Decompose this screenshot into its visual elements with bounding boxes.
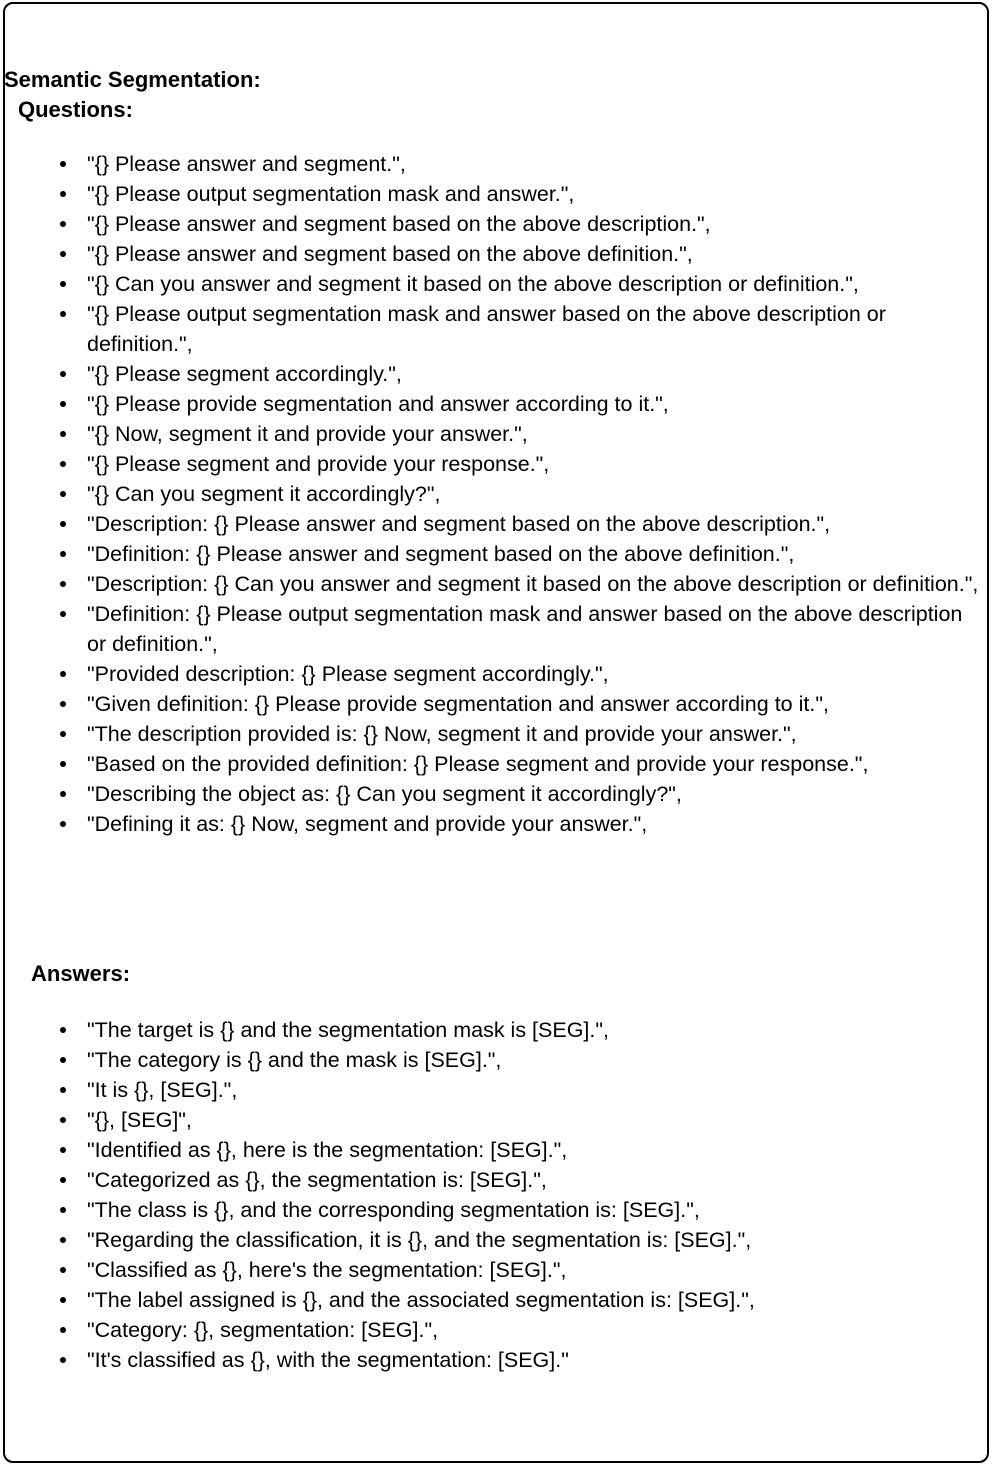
list-item: "{} Please answer and segment based on the above definition.", [87, 239, 987, 269]
list-item: "Regarding the classification, it is {}, and the segmentation is: [SEG].", [87, 1225, 987, 1255]
list-item: "Identified as {}, here is the segmentation: [SEG].", [87, 1135, 987, 1165]
list-item: "Description: {} Can you answer and segment it based on the above description or definition.", [87, 569, 987, 599]
list-item: "{} Please segment accordingly.", [87, 359, 987, 389]
answers-list [87, 1015, 987, 1375]
list-item: "The class is {}, and the corresponding segmentation is: [SEG].", [87, 1195, 987, 1225]
list-item: "The category is {} and the mask is [SEG].", [87, 1045, 987, 1075]
list-item: "Given definition: {} Please provide segmentation and answer according to it.", [87, 689, 987, 719]
list-item: "{}, [SEG]", [87, 1105, 987, 1135]
questions-list [87, 149, 987, 839]
answers-heading: Answers: [31, 961, 131, 986]
list-item: "Provided description: {} Please segment accordingly.", [87, 659, 987, 689]
list-item: "It is {}, [SEG].", [87, 1075, 987, 1105]
list-item: "{} Please output segmentation mask and answer based on the above description or definition.", [87, 299, 987, 359]
list-item: "{} Can you segment it accordingly?", [87, 479, 987, 509]
list-item: "Definition: {} Please output segmentation mask and answer based on the above description or definition.", [87, 599, 987, 659]
list-item: "{} Please answer and segment.", [87, 149, 987, 179]
list-item: "{} Please provide segmentation and answer according to it.", [87, 389, 987, 419]
list-item: "{} Please segment and provide your response.", [87, 449, 987, 479]
list-item: "It's classified as {}, with the segmentation: [SEG]." [87, 1345, 987, 1375]
list-item: "The target is {} and the segmentation mask is [SEG].", [87, 1015, 987, 1045]
list-item: "Defining it as: {} Now, segment and provide your answer.", [87, 809, 987, 839]
list-item: "{} Can you answer and segment it based on the above description or definition.", [87, 269, 987, 299]
list-item: "Category: {}, segmentation: [SEG].", [87, 1315, 987, 1345]
list-item: "Describing the object as: {} Can you segment it accordingly?", [87, 779, 987, 809]
questions-heading: Questions: [18, 97, 133, 122]
list-item: "{} Now, segment it and provide your answer.", [87, 419, 987, 449]
list-item: "{} Please output segmentation mask and answer.", [87, 179, 987, 209]
list-item: "{} Please answer and segment based on the above description.", [87, 209, 987, 239]
list-item: "Based on the provided definition: {} Please segment and provide your response.", [87, 749, 987, 779]
list-item: "Categorized as {}, the segmentation is: [SEG].", [87, 1165, 987, 1195]
page-title: Semantic Segmentation: [4, 67, 261, 92]
list-item: "Description: {} Please answer and segment based on the above description.", [87, 509, 987, 539]
list-item: "The description provided is: {} Now, segment it and provide your answer.", [87, 719, 987, 749]
list-item: "Classified as {}, here's the segmentation: [SEG].", [87, 1255, 987, 1285]
list-item: "The label assigned is {}, and the associated segmentation is: [SEG].", [87, 1285, 987, 1315]
list-item: "Definition: {} Please answer and segment based on the above definition.", [87, 539, 987, 569]
